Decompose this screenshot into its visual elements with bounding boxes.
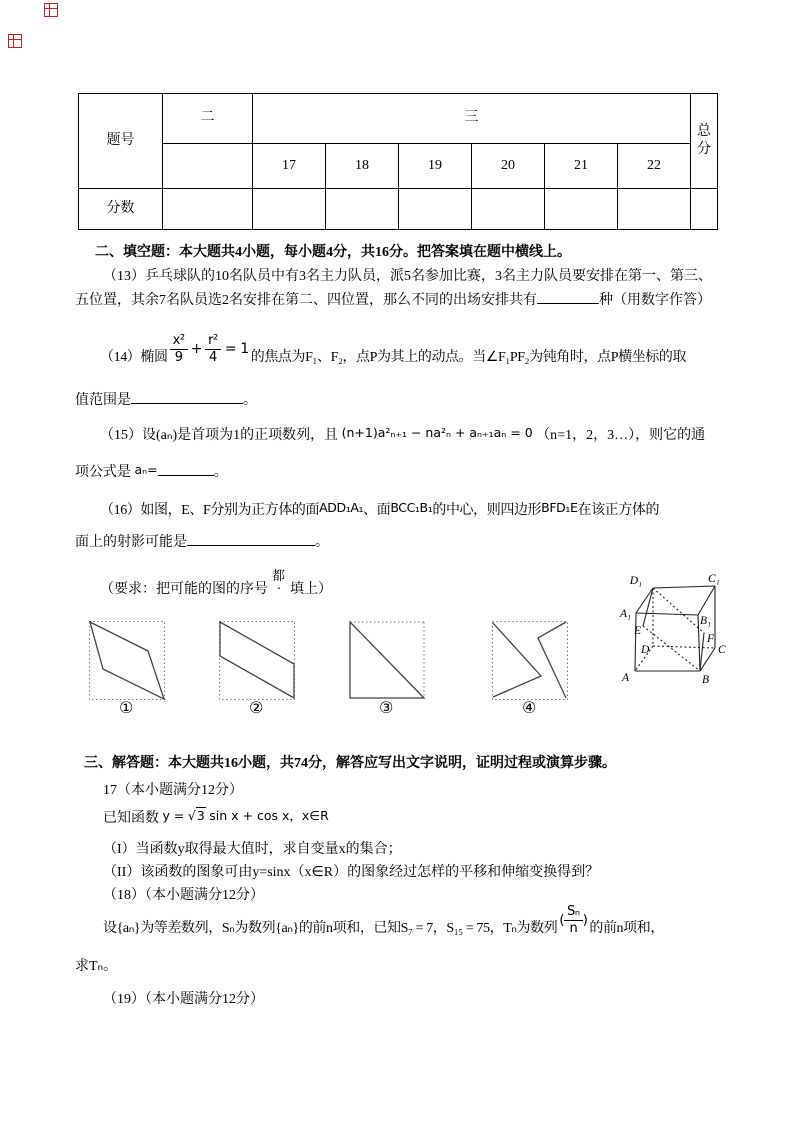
table-cell-q20: 20 <box>472 144 545 189</box>
red-annotation-mark-2 <box>8 34 22 48</box>
insertion-dot: · <box>276 582 282 597</box>
q17-heading: 17（本小题满分12分） <box>103 783 243 798</box>
q16-text-a: （16）如图，E、F分别为正方体的面 <box>100 503 320 518</box>
q13-text-end: 种（用数字作答） <box>599 293 711 308</box>
fraction-r2-4 <box>205 334 221 364</box>
vertex-label-B1: B₁ <box>700 615 712 627</box>
table-cell-total: 总分 <box>691 94 718 189</box>
vertex-label-B: B <box>702 674 710 686</box>
plus-sign: + <box>190 341 203 358</box>
table-cell-empty <box>691 189 718 230</box>
cube-top-face <box>636 586 715 615</box>
right-paren: ) <box>582 912 588 928</box>
q14-line2 <box>75 389 257 409</box>
vertex-label-D1: D₁ <box>629 575 642 587</box>
answer-blank-16 <box>187 532 315 546</box>
cube-figure <box>618 558 736 700</box>
q17-y-equals: y = <box>162 808 185 823</box>
table-cell-section3: 三 <box>253 94 691 144</box>
figure-label-1: ① <box>119 700 134 717</box>
table-cell-score-label: 分数 <box>79 189 163 230</box>
q13-line2 <box>75 289 711 309</box>
answer-blank-14 <box>131 390 243 404</box>
table-cell-empty <box>618 189 691 230</box>
option-figure-3 <box>349 621 426 701</box>
q15-an-equals: aₙ= <box>134 462 158 477</box>
table-cell-question-no: 题号 <box>79 94 163 189</box>
left-triangle-shape <box>493 623 541 697</box>
q16-period: 。 <box>315 535 329 550</box>
face-BCC1B1: BCC₁B₁ <box>390 500 433 515</box>
q16-text-c: 的中心，则四边形 <box>432 503 542 518</box>
q18-text-b: 的前n项和， <box>589 921 664 937</box>
dotted-square <box>493 622 568 700</box>
insertion-annotation <box>268 568 290 598</box>
q15-period: 。 <box>213 465 228 480</box>
fraction-numerator: r² <box>205 334 221 350</box>
q17-text-pre: 已知函数 <box>103 811 159 826</box>
q16-text-d: 在该正方体的 <box>577 503 660 518</box>
q16-line1 <box>100 499 659 519</box>
q13-line1: （13）乒乓球队的10名队员中有3名主力队员，派5名参加比赛，3名主力队员要安排在第一、第三、 <box>103 269 712 284</box>
fraction-denominator: 9 <box>174 349 183 365</box>
vertex-label-C: C <box>718 644 726 656</box>
q18-line2: 求Tₙ。 <box>75 959 118 974</box>
point-label-F: F <box>707 633 715 645</box>
table-cell-q21: 21 <box>545 144 618 189</box>
answer-blank-13 <box>537 290 599 304</box>
q14-period: 。 <box>243 393 257 408</box>
section2-title: 二、填空题：本大题共4小题，每小题4分，共16分。把答案填在题中横线上。 <box>95 245 571 260</box>
table-cell-empty <box>163 144 253 189</box>
option-figure-2 <box>219 621 296 701</box>
q16-text-e: 面上的射影可能是 <box>75 535 187 550</box>
figure-label-4: ④ <box>522 700 537 717</box>
q13-text: 五位置，其余7名队员选2名安排在第二、四位置，那么不同的出场安排共有 <box>75 293 537 308</box>
q14-equation <box>170 334 249 364</box>
parallelogram-shape <box>90 622 164 699</box>
right-triangle-shape <box>538 622 566 698</box>
table-cell-empty <box>326 189 399 230</box>
q17-part1: （I）当函数y取得最大值时，求自变量x的集合； <box>103 842 402 857</box>
q15-text-c: 项公式是 <box>75 465 131 480</box>
answer-blank-15 <box>158 462 214 476</box>
equals-one: = 1 <box>224 341 249 358</box>
req-text-a: （要求：把可能的图的序号 <box>100 582 268 597</box>
vertex-label-C1: C₁ <box>708 573 720 585</box>
slanted-band-shape <box>220 622 294 698</box>
q18-text-a: 设{aₙ}为等差数列，Sₙ为数列{aₙ}的前n项和，已知S₇ = 7，S₁₅ = 75，Tₙ为数列 <box>103 921 558 937</box>
q15-text-a: （15）设(aₙ)是首项为1的正项数列，且 <box>100 428 339 443</box>
table-cell-q17: 17 <box>253 144 326 189</box>
table-cell-section2: 二 <box>163 94 253 144</box>
fraction-denominator: n <box>569 920 578 936</box>
q15-line1 <box>100 424 705 444</box>
figure-label-3: ③ <box>379 700 394 717</box>
req-text-b: 填上） <box>290 582 332 597</box>
q16-line2 <box>75 531 329 551</box>
option-figure-1 <box>89 621 166 701</box>
table-cell-empty <box>472 189 545 230</box>
table-cell-q22: 22 <box>618 144 691 189</box>
vertex-label-A1: A₁ <box>620 608 632 620</box>
q14-line1 <box>100 334 686 368</box>
q14-text-pre: （14）椭圆 <box>100 350 168 366</box>
table-cell-empty <box>399 189 472 230</box>
q19-heading: （19）（本小题满分12分） <box>103 992 264 1007</box>
option-figure-4 <box>492 621 569 701</box>
fraction-Sn-n <box>564 905 583 935</box>
table-cell-empty <box>545 189 618 230</box>
sqrt-sign: √ <box>187 808 196 823</box>
quad-BFD1E: BFD₁E <box>541 500 578 515</box>
fraction-x2-9 <box>170 334 188 364</box>
table-cell-empty <box>253 189 326 230</box>
quad-hidden-edges <box>643 588 704 671</box>
q15-text-b: （n=1，2，3…），则它的通 <box>536 428 706 443</box>
vertex-label-A: A <box>622 672 630 684</box>
q17-function-rest: sin x + cos x，x∈R <box>209 808 329 823</box>
left-paren: ( <box>559 912 565 928</box>
sqrt-radicand: 3 <box>196 808 205 823</box>
quad-solid-edges <box>643 588 704 671</box>
q14-text: 值范围是 <box>75 393 131 408</box>
fraction-numerator: x² <box>170 334 188 350</box>
triangle-shape <box>350 622 424 698</box>
dotted-square <box>220 622 295 700</box>
q17-function-line <box>103 806 329 827</box>
q15-line2 <box>75 461 228 481</box>
red-annotation-mark-1 <box>44 3 58 17</box>
figure-label-2: ② <box>249 700 264 717</box>
q18-heading: （18）（本小题满分12分） <box>103 888 264 903</box>
vertex-label-D: D <box>641 644 650 656</box>
fraction-numerator: Sₙ <box>564 905 583 921</box>
section3-title: 三、解答题：本大题共16小题，共74分，解答应写出文字说明，证明过程或演算步骤。 <box>84 756 616 771</box>
q16-requirement <box>100 568 332 598</box>
q17-part2: （II）该函数的图象可由y=sinx（x∈R）的图象经过怎样的平移和伸缩变换得到？ <box>103 865 600 880</box>
fraction-denominator: 4 <box>209 349 217 365</box>
q18-line1 <box>103 905 664 939</box>
point-label-E: E <box>634 625 642 637</box>
q16-text-b: 、面 <box>363 503 391 518</box>
face-ADD1A1: ADD₁A₁ <box>319 500 364 515</box>
table-cell-q18: 18 <box>326 144 399 189</box>
q15-recurrence-formula: (n+1)a²ₙ₊₁ − na²ₙ + aₙ₊₁aₙ = 0 <box>341 425 533 440</box>
q18-fraction <box>559 905 587 935</box>
table-cell-q19: 19 <box>399 144 472 189</box>
q14-text-post: 的焦点为F₁、F₂，点P为其上的动点。当∠F₁PF₂为钝角时，点P横坐标的取 <box>250 350 687 366</box>
table-cell-empty <box>163 189 253 230</box>
score-table <box>78 93 718 230</box>
inserted-char: 都 <box>272 568 286 583</box>
